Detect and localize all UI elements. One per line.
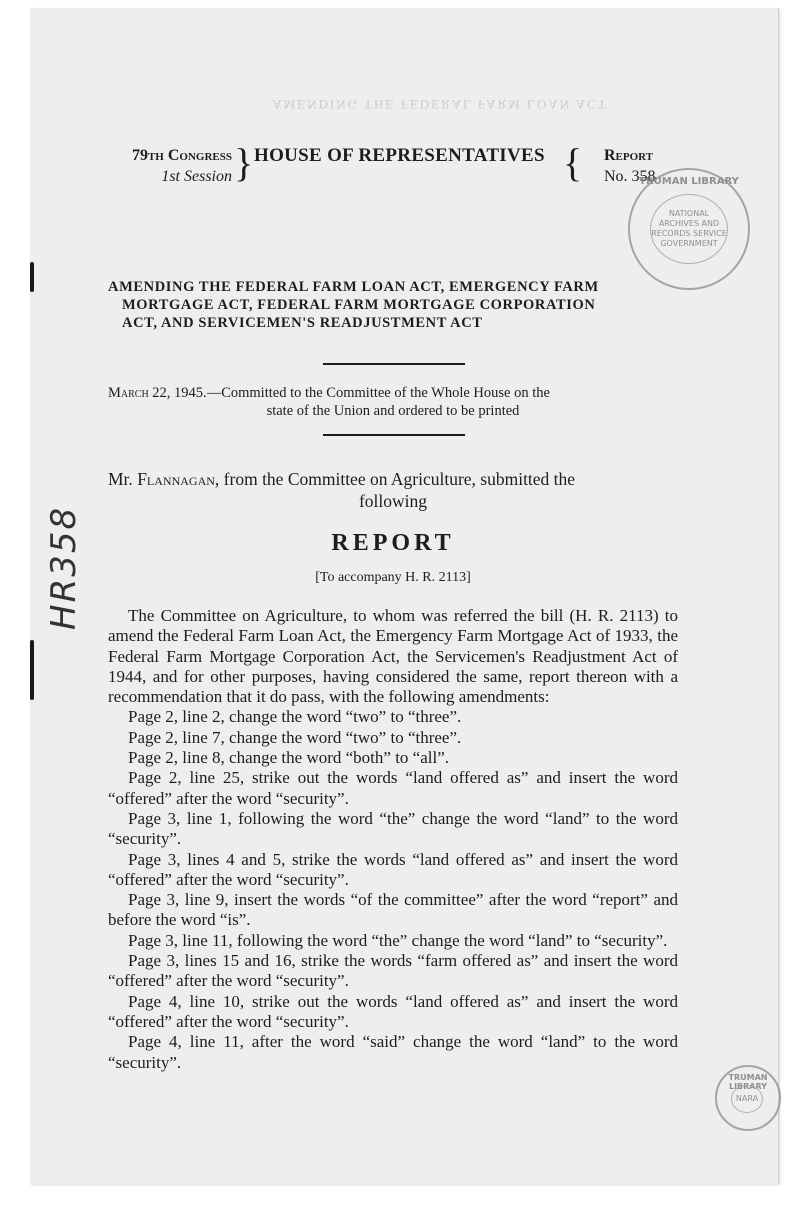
title-line: MORTGAGE ACT, FEDERAL FARM MORTGAGE CORPORATION — [122, 297, 596, 313]
submitter-name: Flannagan — [137, 469, 215, 489]
stamp-center: NARA — [731, 1085, 763, 1113]
session-label: 1st Session — [161, 168, 232, 185]
amendment: Page 2, line 8, change the word “both” to “all”. — [128, 748, 449, 768]
brace-icon: } — [234, 140, 254, 185]
stamp-ring-text: TRUMAN LIBRARY — [639, 176, 739, 187]
binder-clip-mark — [30, 640, 34, 700]
chamber-title: HOUSE OF REPRESENTATIVES — [254, 145, 545, 166]
bleed-through-text: AMENDING THE FEDERAL FARM LOAN ACT — [272, 97, 608, 112]
amendment: Page 3, lines 4 and 5, strike the words “land offered as” and insert the word “offered” after the word “security”. — [108, 849, 678, 889]
submitted-text: , from the Committee on Agriculture, submitted the — [214, 469, 576, 489]
report-heading: REPORT — [331, 530, 455, 556]
congress-session — [108, 145, 232, 187]
archive-stamp — [628, 168, 750, 290]
amendment: Page 2, line 7, change the word “two” to “three”. — [128, 727, 462, 747]
congress-label: 79th Congress — [131, 147, 232, 164]
date: March 22, 1945. — [108, 385, 207, 401]
report-word: Report — [604, 147, 654, 164]
brace-icon: { — [563, 140, 583, 185]
amendment: Page 2, line 2, change the word “two” to “three”. — [128, 707, 462, 727]
stamp-center-text: NATIONAL ARCHIVES AND RECORDS SERVICE — [651, 209, 727, 238]
submitted-text: following — [358, 491, 428, 511]
document-title — [108, 278, 678, 332]
divider-rule — [323, 434, 465, 436]
dateline-text: state of the Union and ordered to be printed — [266, 403, 520, 419]
divider-rule — [323, 363, 465, 365]
intro-paragraph: The Committee on Agriculture, to whom was referred the bill (H. R. 2113) to amend the Federal Farm Loan Act, the Emergency Farm Mortgage Act of 1933, the Federal Farm Mortgage Corporation Act, the Servicemen's Readjustment Act of 1944, and for other purposes, having considered the same, report thereon with a recommendation that it do pass, with the following amendments: — [108, 606, 678, 707]
dateline-text: —Committed to the Committee of the Whole House on the — [206, 385, 550, 401]
stamp-bottom-text: GOVERNMENT — [660, 239, 718, 248]
stamp-ring-text: TRUMAN LIBRARY — [728, 1073, 768, 1091]
report-number: No. 358 — [604, 168, 656, 185]
title-line: ACT, AND SERVICEMEN'S READJUSTMENT ACT — [122, 315, 483, 331]
amendment: Page 2, line 25, strike out the words “land offered as” and insert the word “offered” after the word “security”. — [108, 768, 678, 808]
dateline — [108, 384, 678, 420]
amendment: Page 3, lines 15 and 16, strike the words “farm offered as” and insert the word “offered” after the word “security”. — [108, 951, 678, 991]
title-line: AMENDING THE FEDERAL FARM LOAN ACT, EMERGENCY FARM — [108, 279, 599, 295]
accompany-bill: [To accompany H. R. 2113] — [315, 570, 471, 585]
submitter-prefix: Mr. — [108, 469, 138, 489]
amendment: Page 4, line 10, strike out the words “land offered as” and insert the word “offered” after the word “security”. — [108, 991, 678, 1031]
binder-clip-mark — [30, 262, 34, 292]
archive-stamp — [715, 1065, 781, 1131]
amendment: Page 3, line 9, insert the words “of the committee” after the word “report” and before the word “is”. — [108, 890, 678, 930]
handwritten-note: HR358 — [44, 505, 84, 630]
submitted-by — [108, 468, 678, 512]
amendment: Page 3, line 1, following the word “the” change the word “land” to the word “security”. — [108, 808, 678, 849]
report-header — [108, 140, 678, 185]
stamp-center — [650, 194, 728, 264]
amendment: Page 3, line 11, following the word “the” change the word “land” to “security”. — [128, 930, 668, 950]
amendment: Page 4, line 11, after the word “said” change the word “land” to the word “security”. — [108, 1032, 678, 1072]
report-body — [108, 606, 678, 1073]
